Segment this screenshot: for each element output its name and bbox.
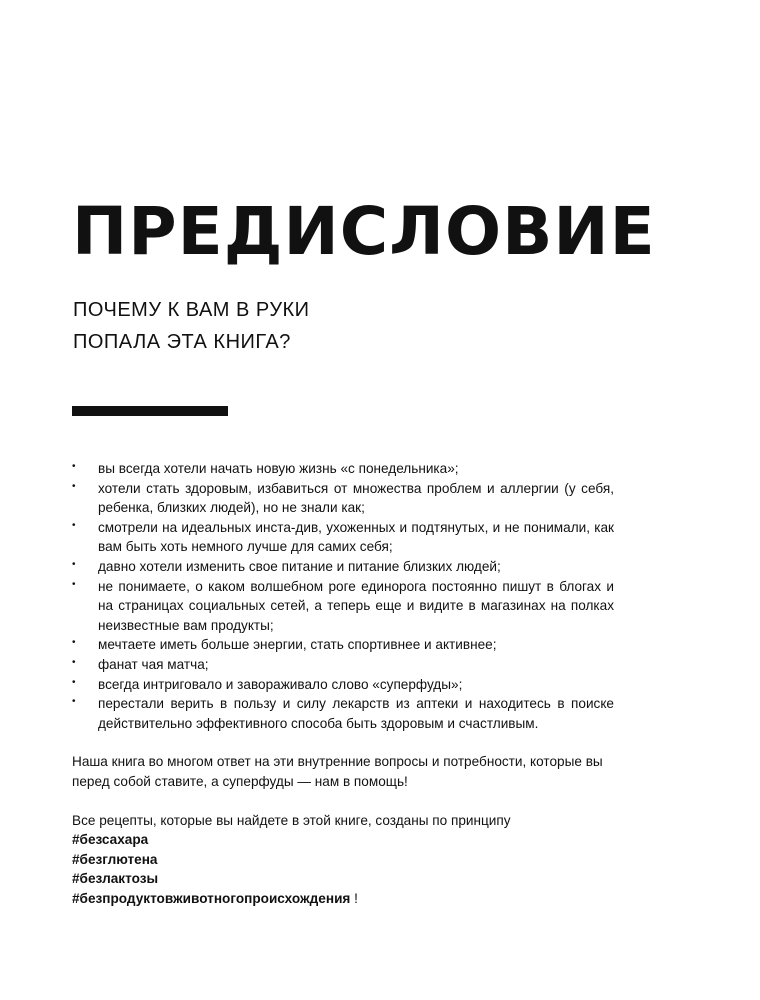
hashtag-no-sugar: #безсахара [72,832,149,848]
decorative-rule [72,406,228,416]
bullet-icon: • [72,558,76,570]
list-item [72,635,614,655]
list-item [72,577,614,636]
subtitle-line-2: ПОПАЛА ЭТА КНИГА? [73,331,291,353]
hashtag-no-lactose: #безлактозы [72,871,159,887]
bullet-list [72,459,614,733]
list-item [72,694,614,733]
bullet-icon: • [72,578,76,590]
hashtag-text: #безпродуктовживотногопроисхождения [72,890,351,906]
bullet-icon: • [72,519,76,531]
list-item [72,675,614,695]
paragraph-principle: Все рецепты, которые вы найдете в этой книге, созданы по принципу [72,812,511,828]
hashtag-no-gluten: #безглютена [72,851,158,867]
bullet-icon: • [72,656,76,668]
list-item-text: перестали верить в пользу и силу лекарств из аптеки и находитесь в поиске действительно эффективного способа быть здоровым и счастливым. [98,696,614,731]
list-item [72,655,614,675]
list-item-text: фанат чая матча; [98,656,209,672]
list-item [72,459,614,479]
bullet-icon: • [72,461,76,472]
bullet-icon: • [72,676,76,688]
list-item-text: не понимаете, о каком волшебном роге единорога постоянно пишут в блогах и на страницах социальных сетей, а теперь еще и видите в магазинах на полках неизвестные вам продукты; [98,578,614,633]
list-item-text: смотрели на идеальных инста-див, ухоженных и подтянутых, и не понимали, как вам быть хоть немного лучше для самих себя; [98,519,614,555]
subtitle-line-1: ПОЧЕМУ К ВАМ В РУКИ [73,299,310,321]
list-item-text: мечтаете иметь больше энергии, стать спортивнее и активнее; [98,637,497,653]
list-item-text: давно хотели изменить свое питание и питание близких людей; [98,558,501,574]
paragraph-answer: Наша книга во многом ответ на эти внутренние вопросы и потребности, которые вы перед собой ставите, а суперфуды — нам в помощь! [72,754,603,789]
bullet-icon: • [72,696,76,708]
hashtag-no-animal-products [72,889,614,909]
page-title: ПРЕДИСЛОВИЕ [72,193,656,270]
bullet-icon: • [72,480,76,492]
subtitle [73,294,310,358]
list-item [72,518,614,557]
list-item-text: вы всегда хотели начать новую жизнь «с понедельника»; [98,461,459,476]
exclamation-mark: ! [350,890,358,906]
list-item-text: всегда интриговало и завораживало слово «суперфуды»; [98,676,463,692]
body-text [72,459,614,908]
list-item [72,479,614,518]
bullet-icon: • [72,637,76,649]
list-item [72,557,614,577]
list-item-text: хотели стать здоровым, избавиться от множества проблем и аллергии (у себя, ребенка, близких людей), но не знали как; [98,480,614,516]
hashtag-list [72,830,614,908]
